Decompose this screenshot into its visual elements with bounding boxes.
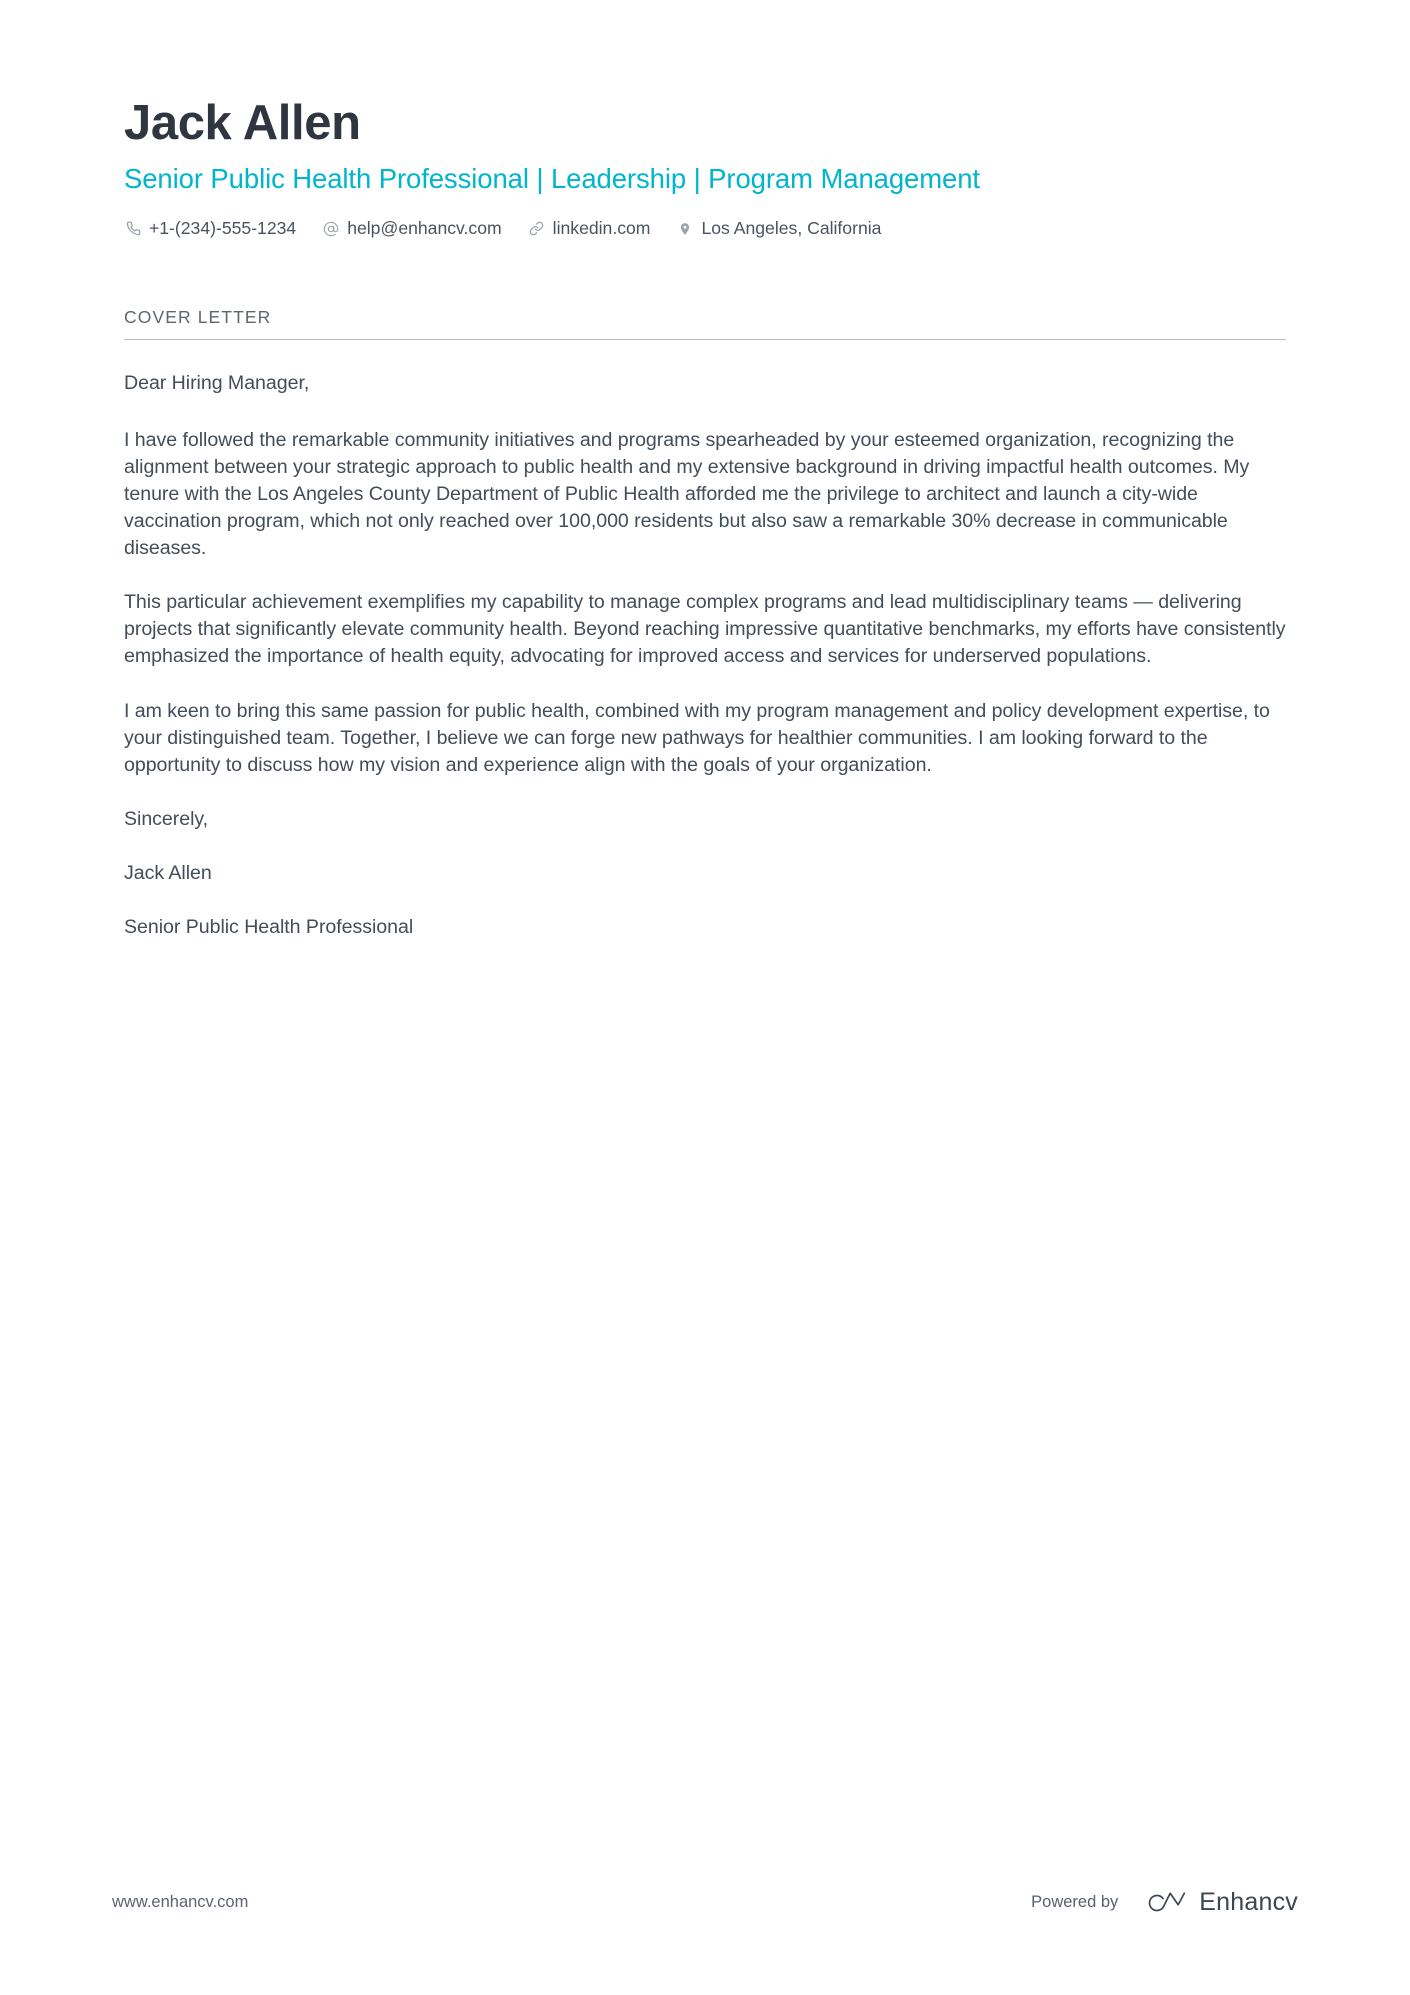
contact-email-value: help@enhancv.com (347, 218, 502, 239)
page-content (124, 0, 1286, 941)
enhancv-brand-name: Enhancv (1199, 1888, 1298, 1916)
enhancv-logo-icon (1141, 1889, 1187, 1917)
phone-icon (124, 220, 142, 238)
letter-body (124, 370, 1286, 941)
section-heading: COVER LETTER (124, 307, 272, 328)
document-header (124, 0, 1286, 239)
page-title: Jack Allen (124, 96, 361, 150)
contact-phone-value: +1-(234)-555-1234 (149, 218, 297, 239)
letter-paragraph-3: I am keen to bring this same passion for public health, combined with my program management and policy development expertise, to your distinguished team. Together, I believe we can forge new pathways for healthier communities. I am looking forward to the opportunity to discuss how my vision and experience align with the goals of your organization. (124, 699, 1270, 776)
letter-closing: Sincerely, (124, 807, 209, 830)
contact-phone[interactable] (124, 218, 296, 239)
contact-linkedin-value: linkedin.com (552, 218, 651, 239)
contact-info-row (124, 218, 1286, 239)
link-icon (528, 220, 546, 238)
contact-linkedin[interactable] (528, 218, 651, 239)
footer-branding (1031, 1888, 1298, 1917)
contact-location-value: Los Angeles, California (701, 218, 882, 239)
signature-name: Jack Allen (124, 862, 212, 884)
signature-title: Senior Public Health Professional (124, 916, 414, 939)
cover-letter-section (124, 307, 1286, 941)
letter-paragraph-2: This particular achievement exemplifies my capability to manage complex programs and lead multidisciplinary teams — delivering projects that significantly elevate community health. Beyond reaching impressive quantitative benchmarks, my efforts have consistently emphasized the importance of health equity, advocating for improved access and services for underserved populations. (124, 591, 1286, 668)
letter-salutation: Dear Hiring Manager, (124, 372, 310, 395)
letter-paragraph-1: I have followed the remarkable community initiatives and programs spearheaded by your esteemed organization, recognizing the alignment between your strategic approach to public health and my extensive background in driving impactful health outcomes. My tenure with the Los Angeles County Department of Public Health afforded me the privilege to architect and launch a city-wide vaccination program, which not only reached over 100,000 residents but also saw a remarkable 30% decrease in communicable diseases. (124, 428, 1250, 559)
location-pin-icon (676, 220, 694, 238)
contact-location (676, 218, 881, 239)
page-footer (112, 1888, 1298, 1917)
powered-by-label: Powered by (1031, 1893, 1119, 1911)
contact-email[interactable] (322, 218, 501, 239)
footer-website-url[interactable]: www.enhancv.com (112, 1893, 249, 1911)
section-divider (124, 339, 1286, 340)
professional-headline: Senior Public Health Professional | Leadership | Program Management (124, 162, 980, 194)
email-icon (322, 220, 340, 238)
